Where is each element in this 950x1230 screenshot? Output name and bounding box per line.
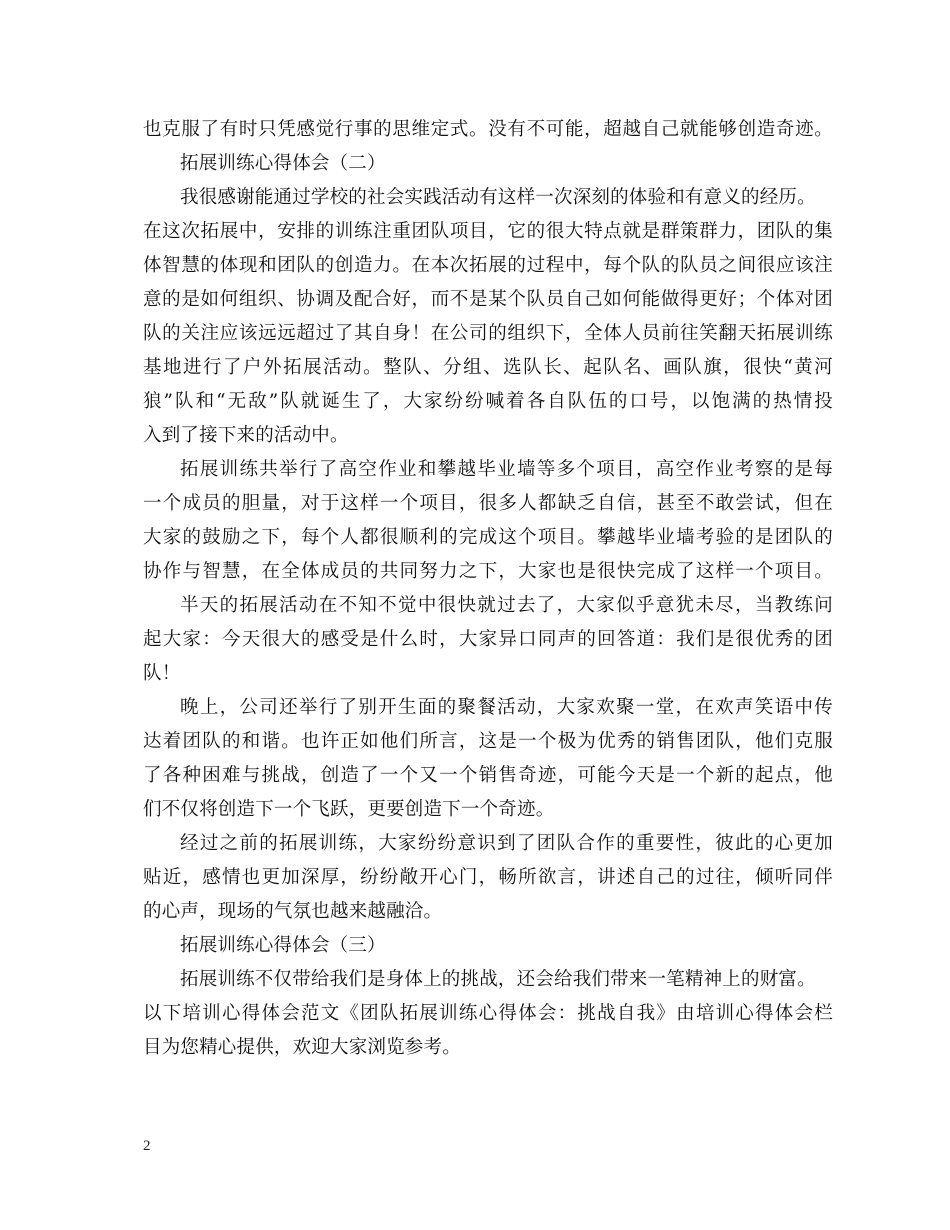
text-line: 基地进行了户外拓展活动。整队、分组、选队长、起队名、画队旗，很快“黄河 [143, 357, 833, 378]
text-line: 了各种困难与挑战，创造了一个又一个销售奇迹，可能今天是一个新的起点，他 [143, 765, 833, 786]
text-line: 贴近，感情也更加深厚，纷纷敞开心门，畅所欲言，讲述自己的过往，倾听同伴 [143, 867, 833, 888]
text-line: 在这次拓展中，安排的训练注重团队项目，它的很大特点就是群策群力，团队的集 [143, 221, 833, 242]
section-heading: 拓展训练心得体会（三） [180, 935, 386, 956]
document-page [143, 113, 833, 1065]
text-line: 大家的鼓励之下，每个人都很顺利的完成这个项目。攀越毕业墙考验的是团队的 [143, 527, 833, 548]
text-line: 狼”队和“无敌”队就诞生了，大家纷纷喊着各自队伍的口号，以饱满的热情投 [143, 391, 833, 412]
page-number: 2 [143, 1138, 151, 1154]
text-line: 的心声，现场的气氛也越来越融洽。 [143, 901, 443, 922]
text-line: 体智慧的体现和团队的创造力。在本次拓展的过程中，每个队的队员之间很应该注 [143, 255, 833, 276]
text-line: 达着团队的和谐。也许正如他们所言，这是一个极为优秀的销售团队，他们克服 [143, 731, 833, 752]
text-line: 也克服了有时只凭感觉行事的思维定式。没有不可能，超越自己就能够创造奇迹。 [143, 119, 833, 140]
section-heading: 拓展训练心得体会（二） [180, 153, 386, 174]
text-line: 目为您精心提供，欢迎大家浏览参考。 [143, 1037, 461, 1058]
text-line: 我很感谢能通过学校的社会实践活动有这样一次深刻的体验和有意义的经历。 [180, 187, 816, 208]
text-line: 们不仅将创造下一个飞跃，更要创造下一个奇迹。 [143, 799, 555, 820]
text-line: 半天的拓展活动在不知不觉中很快就过去了，大家似乎意犹未尽，当教练问 [180, 595, 833, 616]
text-line: 协作与智慧，在全体成员的共同努力之下，大家也是很快完成了这样一个项目。 [143, 561, 833, 582]
text-line: 一个成员的胆量，对于这样一个项目，很多人都缺乏自信，甚至不敢尝试，但在 [143, 493, 833, 514]
text-line: 队！ [143, 663, 181, 684]
text-line: 起大家：今天很大的感受是什么时，大家异口同声的回答道：我们是很优秀的团 [143, 629, 833, 650]
text-line: 经过之前的拓展训练，大家纷纷意识到了团队合作的重要性，彼此的心更加 [180, 833, 833, 854]
text-line: 拓展训练共举行了高空作业和攀越毕业墙等多个项目，高空作业考察的是每 [180, 459, 833, 480]
text-line: 晚上，公司还举行了别开生面的聚餐活动，大家欢聚一堂，在欢声笑语中传 [180, 697, 833, 718]
text-line: 以下培训心得体会范文《团队拓展训练心得体会：挑战自我》由培训心得体会栏 [143, 1003, 833, 1024]
text-line: 队的关注应该远远超过了其自身！在公司的组织下，全体人员前往笑翻天拓展训练 [143, 323, 833, 344]
text-line: 拓展训练不仅带给我们是身体上的挑战，还会给我们带来一笔精神上的财富。 [180, 969, 816, 990]
text-line: 意的是如何组织、协调及配合好，而不是某个队员自己如何能做得更好；个体对团 [143, 289, 833, 310]
text-line: 入到了接下来的活动中。 [143, 425, 349, 446]
